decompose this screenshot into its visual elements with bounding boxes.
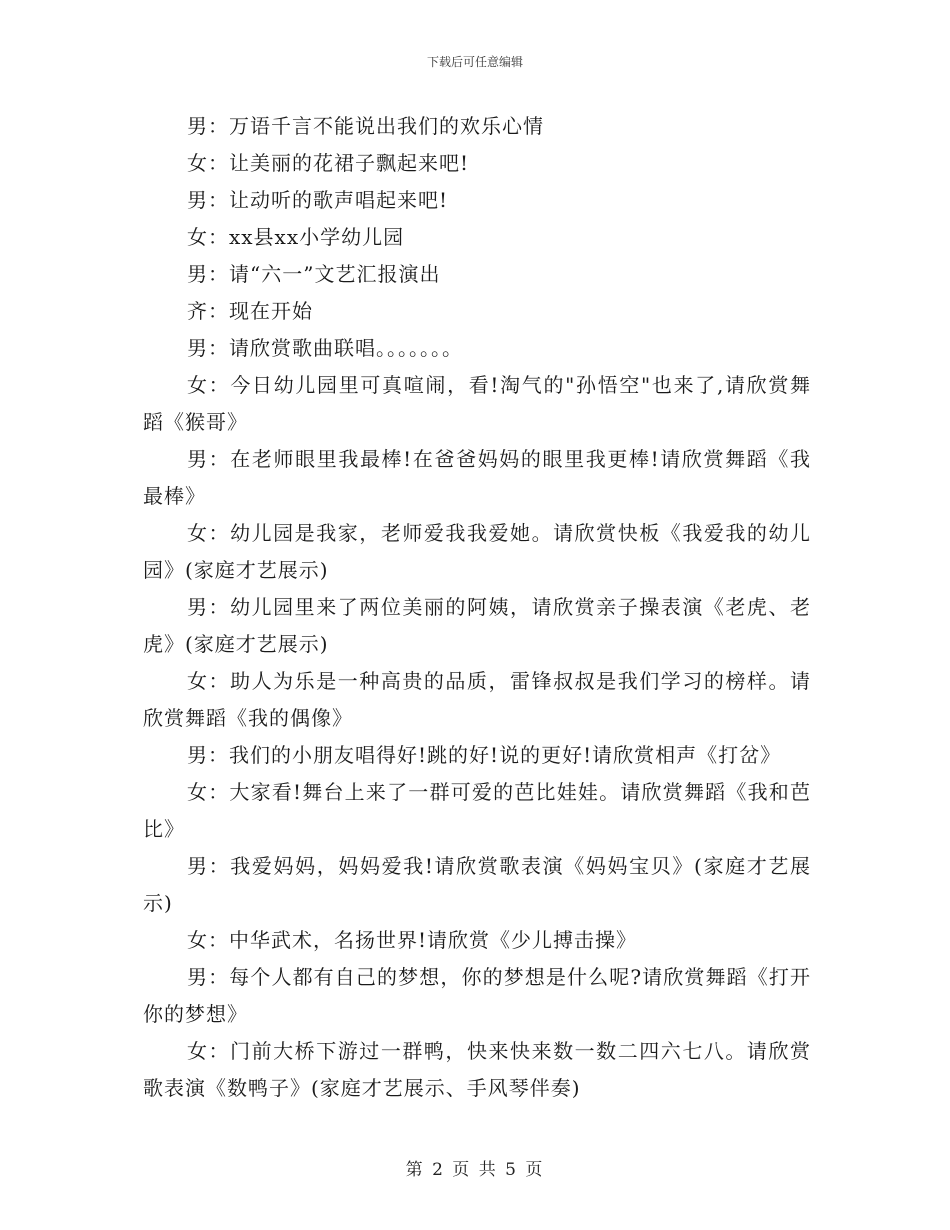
paragraph: 男：在老师眼里我最棒!在爸爸妈妈的眼里我更棒!请欣赏舞蹈《我最棒》	[143, 447, 811, 508]
paragraph: 男：让动听的歌声唱起来吧!	[187, 188, 449, 212]
document-body	[143, 108, 811, 1107]
paragraph: 女：大家看!舞台上来了一群可爱的芭比娃娃。请欣赏舞蹈《我和芭比》	[143, 780, 811, 841]
paragraph: 女：幼儿园是我家，老师爱我我爱她。请欣赏快板《我爱我的幼儿园》(家庭才艺展示)	[143, 521, 811, 582]
page-header: 下载后可任意编辑	[426, 55, 523, 69]
paragraph: 女：让美丽的花裙子飘起来吧!	[187, 151, 470, 175]
paragraph: 女：xx县xx小学幼儿园	[187, 225, 405, 249]
paragraph: 女：中华武术，名扬世界!请欣赏《少儿搏击操》	[187, 928, 638, 952]
paragraph: 女：今日幼儿园里可真喧闹，看!淘气的"孙悟空"也来了,请欣赏舞蹈《猴哥》	[143, 373, 811, 434]
paragraph: 男：我们的小朋友唱得好!跳的好!说的更好!请欣赏相声《打岔》	[187, 743, 782, 767]
paragraph: 男：万语千言不能说出我们的欢乐心情	[187, 114, 544, 138]
paragraph: 男：幼儿园里来了两位美丽的阿姨，请欣赏亲子操表演《老虎、老虎》(家庭才艺展示)	[143, 595, 811, 656]
paragraph: 女：助人为乐是一种高贵的品质，雷锋叔叔是我们学习的榜样。请欣赏舞蹈《我的偶像》	[143, 669, 811, 730]
paragraph: 齐：现在开始	[187, 299, 313, 323]
paragraph: 男：每个人都有自己的梦想，你的梦想是什么呢?请欣赏舞蹈《打开你的梦想》	[143, 965, 811, 1026]
paragraph: 女：门前大桥下游过一群鸭，快来快来数一数二四六七八。请欣赏歌表演《数鸭子》(家庭才艺展示、手风琴伴奏)	[143, 1039, 811, 1100]
paragraph: 男：请欣赏歌曲联唱。。。。。。。	[187, 336, 463, 360]
paragraph: 男：我爱妈妈，妈妈爱我!请欣赏歌表演《妈妈宝贝》(家庭才艺展示)	[143, 854, 811, 915]
page-number: 第 2 页 共 5 页	[405, 1160, 545, 1180]
paragraph: 男：请“六一”文艺汇报演出	[187, 262, 441, 286]
